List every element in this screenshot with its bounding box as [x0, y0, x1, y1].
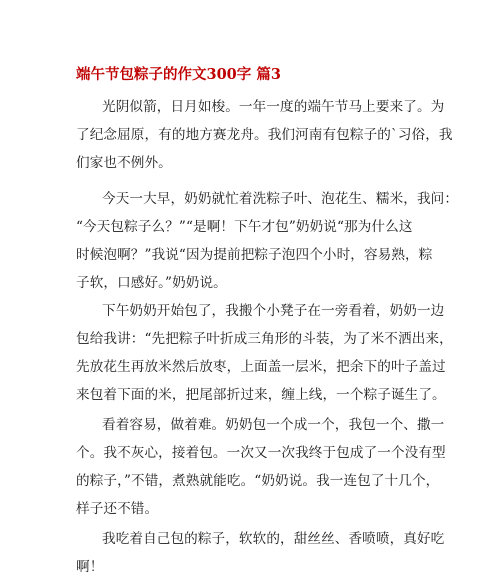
paragraph-line: 子软，口感好。”奶奶说。	[76, 275, 227, 291]
paragraph-line: 样子还不错。	[76, 501, 159, 517]
paragraph-5	[76, 525, 445, 581]
paragraph-line: 看着容易，做着难。奶奶包一个成一个，我包一个、撒一	[102, 417, 445, 433]
paragraph-line: 今天一大早，奶奶就忙着洗粽子叶、泡花生、糯米，我问：	[102, 191, 459, 207]
document-title: 端午节包粽子的作文300字 篇3	[76, 66, 281, 83]
paragraph-line: 先放花生再放米然后放枣，上面盖一层米，把余下的叶子盖过	[76, 359, 446, 375]
paragraph-line: 啊！	[76, 559, 104, 575]
paragraph-line: 时候泡啊？”我说“因为提前把粽子泡四个小时，容易熟，粽	[76, 247, 433, 263]
paragraph-line: 我吃着自己包的粽子，软软的，甜丝丝、香喷喷，真好吃	[102, 531, 445, 547]
paragraph-line: 个。我不灰心，接着包。一次又一次我终于包成了一个没有型	[76, 445, 446, 461]
paragraph-line: 来包着下面的米，把尾部折过来，缠上线，一个粽子诞生了。	[76, 387, 446, 403]
paragraph-line: “今天包粽子么？”“是啊！下午才包”奶奶说“那为什么这	[76, 219, 413, 235]
paragraph-3	[76, 297, 453, 409]
paragraph-1	[76, 93, 453, 177]
paragraph-line: 了纪念屈原，有的地方赛龙舟。我们河南有包粽子的`习俗，我	[76, 127, 453, 143]
paragraph-line: 的粽子，”不错，煮熟就能吃。“奶奶说。我一连包了十几个，	[76, 473, 440, 489]
paragraph-line: 包给我讲：“先把粽子叶折成三角形的斗装，为了米不洒出来，	[76, 331, 453, 347]
paragraph-4	[76, 411, 446, 523]
paragraph-line: 光阴似箭，日月如梭。一年一度的端午节马上要来了。为	[102, 99, 445, 115]
paragraph-line: 们家也不例外。	[76, 155, 172, 171]
paragraph-line: 下午奶奶开始包了，我搬个小凳子在一旁看着，奶奶一边	[102, 303, 445, 319]
paragraph-2	[76, 185, 459, 297]
